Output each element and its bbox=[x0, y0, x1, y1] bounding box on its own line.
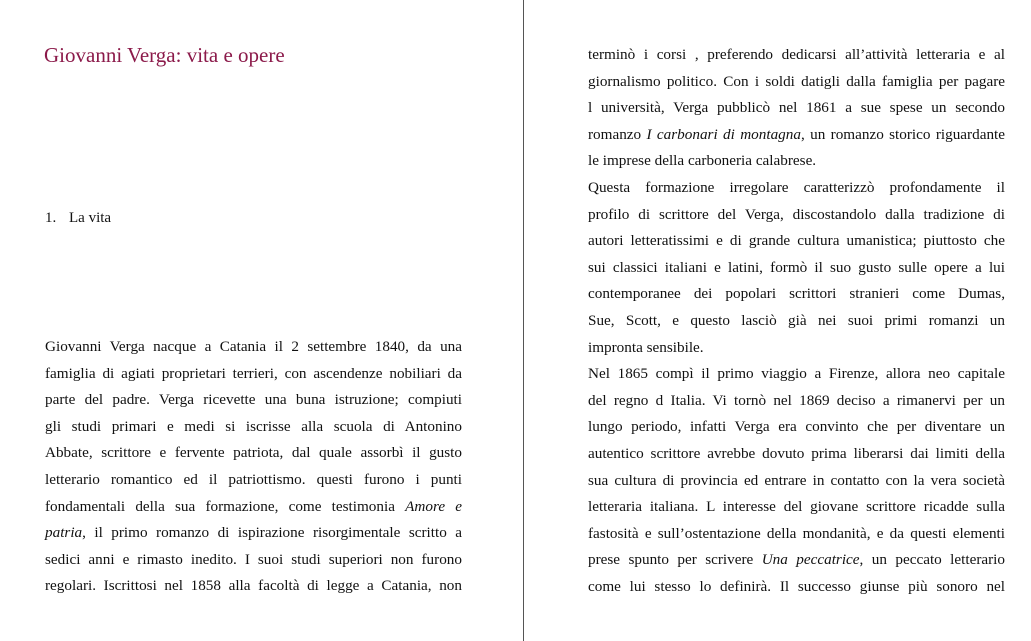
italic-work-title: Una peccatrice bbox=[761, 551, 860, 569]
text-line: autentico scrittore avrebbe dovuto prima liberarsi dai limiti della bbox=[588, 444, 1005, 462]
text-line: giornalismo politico. Con i soldi datigli dalla famiglia per pagare bbox=[588, 72, 1005, 90]
text-line: famiglia di agiati proprietari terrieri, con ascendenze nobiliari da bbox=[45, 364, 462, 382]
text-line: l università, Verga pubblicò nel 1861 a sue spese un secondo bbox=[588, 99, 1005, 117]
text-run: , un peccato letterario bbox=[859, 551, 1005, 569]
text-line: sui classici italiani e latini, formò il suo gusto sulle opere a lui bbox=[588, 258, 1005, 276]
right-body-text bbox=[588, 42, 1005, 600]
text-run: prese spunto per scrivere bbox=[588, 551, 762, 569]
text-line: sua cultura di provincia ed entrare in contatto con la vera società bbox=[588, 471, 1005, 489]
right-page bbox=[525, 0, 1031, 641]
text-line: sedici anni e rimasto inedito. I suoi studi superiori non furono bbox=[45, 550, 462, 568]
text-line: lungo periodo, infatti Verga era convinto che per diventare un bbox=[588, 418, 1005, 436]
text-line bbox=[588, 122, 1005, 149]
text-line: regolari. Iscrittosi nel 1858 alla facoltà di legge a Catania, non bbox=[45, 577, 462, 595]
text-line: fastosità e sull’ostentazione della mondanità, e da questi elementi bbox=[588, 524, 1005, 542]
left-body-text bbox=[45, 334, 462, 600]
text-run: romanzo bbox=[588, 125, 647, 143]
text-line bbox=[45, 494, 462, 521]
text-line: Abbate, scrittore e fervente patriota, dal quale assorbì il gusto bbox=[45, 444, 462, 462]
text-line: le imprese della carboneria calabrese. bbox=[588, 152, 817, 170]
text-line: del regno d Italia. Vi tornò nel 1869 deciso a rimanervi per un bbox=[588, 391, 1005, 409]
text-run: , un romanzo storico riguardante bbox=[800, 125, 1005, 143]
text-line: contemporanee dei popolari scrittori stranieri come Dumas, bbox=[588, 285, 1005, 303]
text-line: letteraria italiana. L interesse del giovane scrittore ricadde sulla bbox=[588, 498, 1005, 516]
section-heading bbox=[45, 210, 111, 227]
text-line: parte del padre. Verga ricevette una buna istruzione; compiuti bbox=[45, 391, 462, 409]
text-line: letterario romantico ed il patriottismo. questi furono i punti bbox=[45, 470, 462, 488]
section-label: La vita bbox=[69, 210, 112, 226]
page-divider bbox=[523, 0, 524, 641]
text-run: , il primo romanzo di ispirazione risorgimentale scritto a bbox=[82, 524, 462, 542]
italic-work-title: I carbonari di montagna bbox=[646, 125, 801, 143]
text-line bbox=[45, 520, 462, 547]
text-line: profilo di scrittore del Verga, discostandolo dalla tradizione di bbox=[588, 205, 1005, 223]
text-line: Nel 1865 compì il primo viaggio a Firenze, allora neo capitale bbox=[588, 365, 1005, 383]
text-line: Giovanni Verga nacque a Catania il 2 settembre 1840, da una bbox=[45, 338, 462, 355]
text-line: Questa formazione irregolare caratterizzò profondamente il bbox=[588, 178, 1005, 196]
text-line: come lui stesso lo definirà. Il successo giunse più sonoro nel bbox=[588, 577, 1005, 595]
text-line: gli studi primari e medi si iscrisse alla scuola di Antonino bbox=[45, 417, 462, 435]
text-line: impronta sensibile. bbox=[588, 338, 704, 356]
text-line: autori letteratissimi e di grande cultura umanistica; piuttosto che bbox=[588, 232, 1005, 250]
text-line bbox=[588, 547, 1005, 574]
document-title: Giovanni Verga: vita e opere bbox=[44, 43, 285, 67]
section-number: 1. bbox=[45, 210, 57, 226]
italic-work-title: patria bbox=[45, 524, 83, 542]
italic-work-title: Amore e bbox=[405, 497, 462, 515]
text-run: fondamentali della sua formazione, come testimonia bbox=[45, 497, 406, 515]
text-line: Sue, Scott, e questo lasciò già nei suoi primi romanzi un bbox=[588, 311, 1005, 329]
text-line: terminò i corsi , preferendo dedicarsi all’attività letteraria e al bbox=[588, 46, 1005, 63]
